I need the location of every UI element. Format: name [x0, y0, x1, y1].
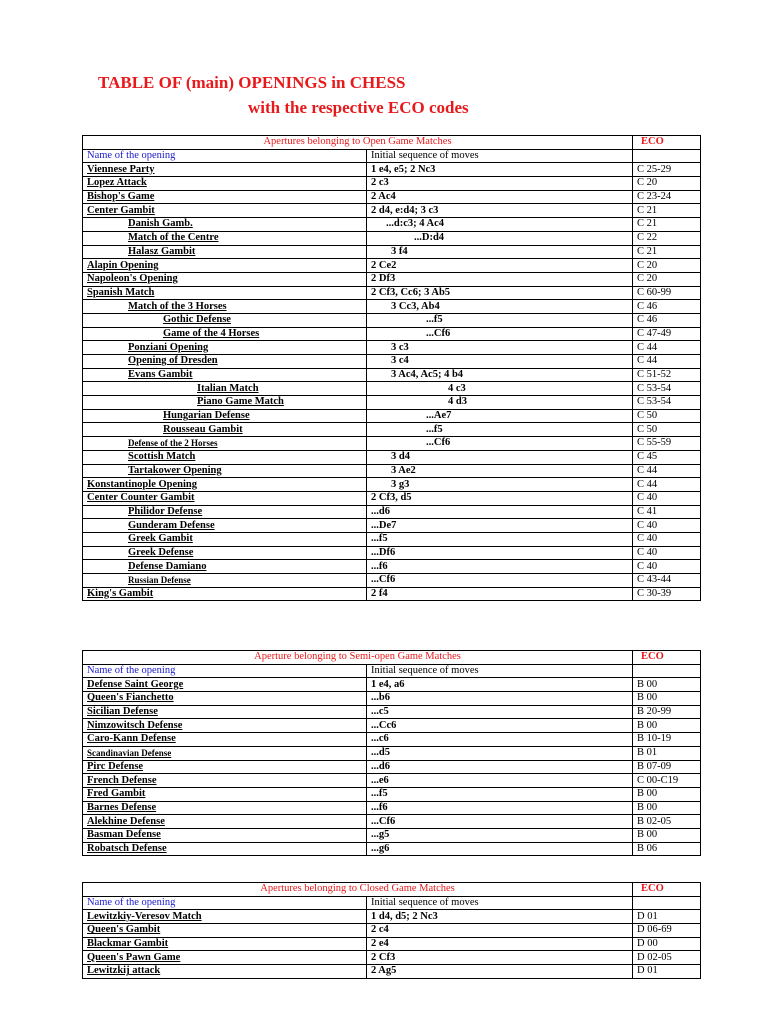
table-row	[83, 300, 701, 314]
opening-name: Konstantinople Opening	[83, 478, 367, 492]
eco-code: C 40	[633, 519, 701, 533]
eco-code: C 40	[633, 532, 701, 546]
eco-code: D 01	[633, 910, 701, 924]
column-header-name: Name of the opening	[83, 149, 367, 163]
move-sequence: ...g6	[367, 842, 633, 856]
move-sequence: ...Cc6	[367, 719, 633, 733]
opening-name: Tartakower Opening	[83, 464, 367, 478]
move-sequence: 2 d4, e:d4; 3 c3	[367, 204, 633, 218]
eco-code: B 02-05	[633, 815, 701, 829]
move-sequence: 2 Ac4	[367, 190, 633, 204]
opening-name: Sicilian Defense	[83, 705, 367, 719]
eco-code: C 40	[633, 546, 701, 560]
table-row	[83, 746, 701, 760]
move-sequence: ...c6	[367, 733, 633, 747]
opening-name: Defense of the 2 Horses	[83, 437, 367, 451]
move-sequence: 2 Ce2	[367, 259, 633, 273]
table-row	[83, 190, 701, 204]
table-row	[83, 719, 701, 733]
table-row	[83, 450, 701, 464]
table-row	[83, 692, 701, 706]
opening-name: Opening of Dresden	[83, 355, 367, 369]
table-row	[83, 437, 701, 451]
table-row	[83, 574, 701, 588]
eco-code: B 00	[633, 828, 701, 842]
move-sequence: ...f6	[367, 560, 633, 574]
column-header-moves: Initial sequence of moves	[367, 149, 633, 163]
table-row	[83, 760, 701, 774]
eco-code: C 50	[633, 423, 701, 437]
opening-name: Greek Defense	[83, 546, 367, 560]
table-row	[83, 423, 701, 437]
table-row	[83, 965, 701, 979]
table-row	[83, 951, 701, 965]
eco-code: C 45	[633, 450, 701, 464]
column-header-name: Name of the opening	[83, 664, 367, 678]
opening-name: Philidor Defense	[83, 505, 367, 519]
eco-code: C 21	[633, 218, 701, 232]
opening-name: Alapin Opening	[83, 259, 367, 273]
move-sequence: ...g5	[367, 828, 633, 842]
eco-code: C 44	[633, 478, 701, 492]
eco-code: C 21	[633, 245, 701, 259]
closed-games-table	[82, 882, 701, 979]
eco-code: C 60-99	[633, 286, 701, 300]
eco-code: C 43-44	[633, 574, 701, 588]
opening-name: Rousseau Gambit	[83, 423, 367, 437]
table-row	[83, 409, 701, 423]
opening-name: Bishop's Game	[83, 190, 367, 204]
table-row	[83, 733, 701, 747]
opening-name: Queen's Fianchetto	[83, 692, 367, 706]
opening-name: Gothic Defense	[83, 313, 367, 327]
eco-code: D 06-69	[633, 924, 701, 938]
eco-code: C 20	[633, 177, 701, 191]
eco-code: C 47-49	[633, 327, 701, 341]
table-row	[83, 355, 701, 369]
eco-code: B 20-99	[633, 705, 701, 719]
page-title-line-1: TABLE OF (main) OPENINGS in CHESS	[98, 73, 406, 92]
table-row	[83, 231, 701, 245]
move-sequence: 2 c3	[367, 177, 633, 191]
move-sequence: 3 f4	[367, 245, 633, 259]
move-sequence: 3 Ae2	[367, 464, 633, 478]
table-row	[83, 491, 701, 505]
table-row	[83, 313, 701, 327]
table-row	[83, 204, 701, 218]
eco-code: C 40	[633, 560, 701, 574]
move-sequence: ...Cf6	[367, 815, 633, 829]
eco-code: B 06	[633, 842, 701, 856]
eco-code: C 53-54	[633, 382, 701, 396]
column-header-moves: Initial sequence of moves	[367, 896, 633, 910]
table-row	[83, 678, 701, 692]
opening-name: Napoleon's Opening	[83, 272, 367, 286]
eco-code: B 00	[633, 692, 701, 706]
move-sequence: 2 Cf3	[367, 951, 633, 965]
opening-name: French Defense	[83, 774, 367, 788]
eco-code: C 44	[633, 355, 701, 369]
move-sequence: ...d6	[367, 505, 633, 519]
eco-code: C 46	[633, 313, 701, 327]
eco-code: C 20	[633, 259, 701, 273]
move-sequence: 3 Cc3, Ab4	[367, 300, 633, 314]
table-title: Apertures belonging to Open Game Matches	[83, 136, 633, 150]
move-sequence: 2 c4	[367, 924, 633, 938]
move-sequence: ...f5	[367, 787, 633, 801]
table-row	[83, 774, 701, 788]
opening-name: Scottish Match	[83, 450, 367, 464]
eco-code: C 30-39	[633, 587, 701, 601]
move-sequence: ...Cf6	[367, 437, 633, 451]
opening-name: Evans Gambit	[83, 368, 367, 382]
opening-name: Pirc Defense	[83, 760, 367, 774]
table-row	[83, 546, 701, 560]
table-row	[83, 560, 701, 574]
move-sequence: ...D:d4	[367, 231, 633, 245]
opening-name: Defense Saint George	[83, 678, 367, 692]
opening-name: Scandinavian Defense	[83, 746, 367, 760]
opening-name: Center Counter Gambit	[83, 491, 367, 505]
eco-code: D 02-05	[633, 951, 701, 965]
move-sequence: 3 c3	[367, 341, 633, 355]
table-row	[83, 910, 701, 924]
table-row	[83, 532, 701, 546]
table-row	[83, 327, 701, 341]
eco-code: C 22	[633, 231, 701, 245]
eco-code: C 46	[633, 300, 701, 314]
eco-code: B 00	[633, 801, 701, 815]
table-row	[83, 382, 701, 396]
eco-code: C 20	[633, 272, 701, 286]
table-row	[83, 464, 701, 478]
move-sequence: ...f5	[367, 423, 633, 437]
eco-code: B 00	[633, 678, 701, 692]
opening-name: Russian Defense	[83, 574, 367, 588]
table-row	[83, 801, 701, 815]
eco-code: B 01	[633, 746, 701, 760]
move-sequence: 4 d3	[367, 396, 633, 410]
table-row	[83, 924, 701, 938]
opening-name: Queen's Gambit	[83, 924, 367, 938]
table-row	[83, 177, 701, 191]
opening-name: Game of the 4 Horses	[83, 327, 367, 341]
table-row	[83, 505, 701, 519]
opening-name: Danish Gamb.	[83, 218, 367, 232]
move-sequence: ...Ae7	[367, 409, 633, 423]
opening-name: Spanish Match	[83, 286, 367, 300]
eco-header: ECO	[633, 651, 701, 665]
semi-open-games-table	[82, 650, 701, 856]
eco-code: B 00	[633, 719, 701, 733]
move-sequence: ...De7	[367, 519, 633, 533]
table-row	[83, 272, 701, 286]
eco-code: C 51-52	[633, 368, 701, 382]
move-sequence: ...Df6	[367, 546, 633, 560]
opening-name: Italian Match	[83, 382, 367, 396]
table-row	[83, 937, 701, 951]
table-title: Apertures belonging to Closed Game Matches	[83, 883, 633, 897]
move-sequence: ...d6	[367, 760, 633, 774]
eco-code: C 40	[633, 491, 701, 505]
table-row	[83, 368, 701, 382]
eco-code: D 00	[633, 937, 701, 951]
opening-name: Hungarian Defense	[83, 409, 367, 423]
move-sequence: 1 e4, a6	[367, 678, 633, 692]
open-games-table	[82, 135, 701, 601]
table-row	[83, 705, 701, 719]
move-sequence: ...f5	[367, 313, 633, 327]
opening-name: Defense Damiano	[83, 560, 367, 574]
table-row	[83, 787, 701, 801]
table-row	[83, 828, 701, 842]
opening-name: Halasz Gambit	[83, 245, 367, 259]
move-sequence: ...Cf6	[367, 574, 633, 588]
table-row	[83, 815, 701, 829]
table-row	[83, 341, 701, 355]
move-sequence: 1 d4, d5; 2 Nc3	[367, 910, 633, 924]
table-row	[83, 587, 701, 601]
opening-name: Greek Gambit	[83, 532, 367, 546]
move-sequence: ...d5	[367, 746, 633, 760]
eco-code: C 21	[633, 204, 701, 218]
opening-name: Piano Game Match	[83, 396, 367, 410]
opening-name: King's Gambit	[83, 587, 367, 601]
move-sequence: 2 f4	[367, 587, 633, 601]
eco-code: B 10-19	[633, 733, 701, 747]
opening-name: Center Gambit	[83, 204, 367, 218]
column-header-name: Name of the opening	[83, 896, 367, 910]
eco-code: C 44	[633, 341, 701, 355]
opening-name: Queen's Pawn Game	[83, 951, 367, 965]
column-header-eco-blank	[633, 896, 701, 910]
table-title: Aperture belonging to Semi-open Game Matches	[83, 651, 633, 665]
opening-name: Basman Defense	[83, 828, 367, 842]
move-sequence: 2 Ag5	[367, 965, 633, 979]
move-sequence: ...f5	[367, 532, 633, 546]
table-row	[83, 519, 701, 533]
move-sequence: 4 c3	[367, 382, 633, 396]
opening-name: Fred Gambit	[83, 787, 367, 801]
opening-name: Lopez Attack	[83, 177, 367, 191]
opening-name: Match of the Centre	[83, 231, 367, 245]
move-sequence: 3 Ac4, Ac5; 4 b4	[367, 368, 633, 382]
opening-name: Viennese Party	[83, 163, 367, 177]
move-sequence: ...d:c3; 4 Ac4	[367, 218, 633, 232]
eco-code: B 00	[633, 787, 701, 801]
table-row	[83, 245, 701, 259]
eco-code: C 00-C19	[633, 774, 701, 788]
move-sequence: 3 d4	[367, 450, 633, 464]
opening-name: Robatsch Defense	[83, 842, 367, 856]
eco-code: B 07-09	[633, 760, 701, 774]
eco-header: ECO	[633, 136, 701, 150]
table-row	[83, 163, 701, 177]
move-sequence: ...b6	[367, 692, 633, 706]
opening-name: Blackmar Gambit	[83, 937, 367, 951]
table-row	[83, 286, 701, 300]
opening-name: Gunderam Defense	[83, 519, 367, 533]
move-sequence: ...c5	[367, 705, 633, 719]
move-sequence: 2 Cf3, Cc6; 3 Ab5	[367, 286, 633, 300]
eco-code: C 23-24	[633, 190, 701, 204]
opening-name: Lewitzkiy-Veresov Match	[83, 910, 367, 924]
move-sequence: 2 Df3	[367, 272, 633, 286]
column-header-eco-blank	[633, 149, 701, 163]
opening-name: Caro-Kann Defense	[83, 733, 367, 747]
table-row	[83, 842, 701, 856]
move-sequence: 2 Cf3, d5	[367, 491, 633, 505]
table-row	[83, 218, 701, 232]
opening-name: Match of the 3 Horses	[83, 300, 367, 314]
opening-name: Ponziani Opening	[83, 341, 367, 355]
eco-code: C 41	[633, 505, 701, 519]
opening-name: Alekhine Defense	[83, 815, 367, 829]
table-row	[83, 396, 701, 410]
move-sequence: ...f6	[367, 801, 633, 815]
eco-code: C 55-59	[633, 437, 701, 451]
eco-code: C 53-54	[633, 396, 701, 410]
eco-code: C 50	[633, 409, 701, 423]
move-sequence: 3 c4	[367, 355, 633, 369]
column-header-moves: Initial sequence of moves	[367, 664, 633, 678]
opening-name: Lewitzkij attack	[83, 965, 367, 979]
eco-code: D 01	[633, 965, 701, 979]
eco-header: ECO	[633, 883, 701, 897]
page-title-line-2: with the respective ECO codes	[248, 98, 469, 117]
eco-code: C 25-29	[633, 163, 701, 177]
table-row	[83, 259, 701, 273]
column-header-eco-blank	[633, 664, 701, 678]
move-sequence: 3 g3	[367, 478, 633, 492]
opening-name: Barnes Defense	[83, 801, 367, 815]
eco-code: C 44	[633, 464, 701, 478]
table-row	[83, 478, 701, 492]
opening-name: Nimzowitsch Defense	[83, 719, 367, 733]
move-sequence: 1 e4, e5; 2 Nc3	[367, 163, 633, 177]
move-sequence: ...e6	[367, 774, 633, 788]
move-sequence: ...Cf6	[367, 327, 633, 341]
move-sequence: 2 e4	[367, 937, 633, 951]
